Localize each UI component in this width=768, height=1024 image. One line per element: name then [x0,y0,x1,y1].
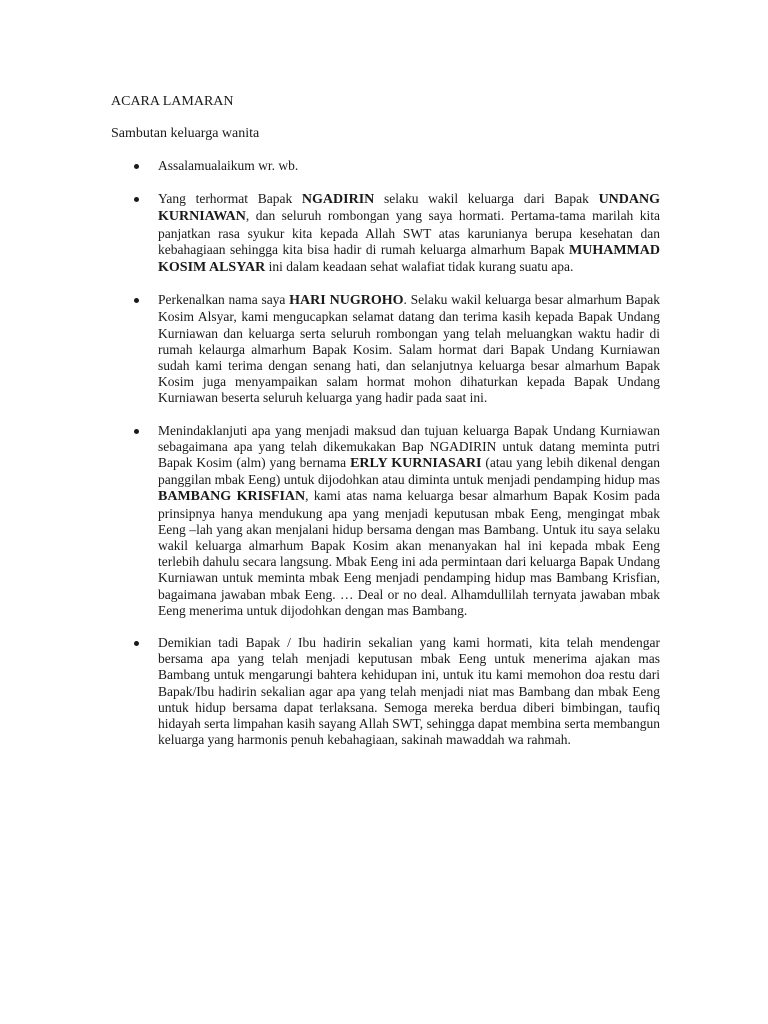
bold-name: UNDANG KURNIAWAN [158,192,661,225]
paragraph-text: . Selaku wakil keluarga besar almarhum Bapak Kosim Alsyar, kami mengucapkan selamat datang dan terima kasih kepada Bapak Undang Kurniawan dan keluarga serta seluruh rombongan yang telah meluangkan waktu hadir di rumah kelaurga almarhum Bapak Kosim. Salam hormat dari Bapak Undang Kurniawan sudah kami terima dengan senang hati, dan selanjutnya keluarga besar almarhum Bapak Kosim juga menyampaikan salam hormat mohon dihaturkan kepada Bapak Undang Kurniawan beserta seluruh keluarga yang hadir pada saat ini. [158,292,660,406]
paragraph-text: Perkenalkan nama saya [158,292,290,308]
bold-name: BAMBANG KRISFIAN [158,489,306,505]
document-title: ACARA LAMARAN [111,94,234,109]
speech-bullet-list [111,158,660,749]
list-item [111,635,660,748]
bold-name: ERLY KURNIASARI [350,456,482,472]
list-item [111,191,660,276]
paragraph-text: , dan seluruh rombongan yang saya hormati. Pertama-tama marilah kita panjatkan rasa syukur kita kepada Allah SWT atas karunianya berupa kesehatan dan kebahagiaan sehingga kita bisa hadir di rumah keluarga almarhum Bapak [158,208,660,257]
bullet-icon [134,641,139,646]
paragraph-text: Demikian tadi Bapak / Ibu hadirin sekalian yang kami hormati, kita telah mendengar bersama apa yang telah menjadi keputusan mbak Eeng untuk menerima ajakan mas Bambang untuk mengarungi bahtera kehidupan ini, untuk itu kami memohon doa restu dari Bapak/Ibu hadirin sekalian agar apa yang telah menjadi niat mas Bambang dan mbak Eeng untuk hidup bersama dapat terlaksana. Semoga mereka berdua diberi bimbingan, taufiq hidayah serta limpahan kasih sayang Allah SWT, sehingga dapat membina serta membangun keluarga yang harmonis penuh kebahagiaan, sakinah mawaddah wa rahmah. [158,635,660,748]
list-item [111,423,660,619]
paragraph-text: (atau yang lebih dikenal dengan panggilan mbak Eeng) untuk dijodohkan atau diminta untuk menjadi pendamping hidup mas [158,455,660,488]
list-item [111,158,660,174]
bullet-icon [134,197,139,202]
bold-name: NGADIRIN [301,192,375,208]
paragraph-text: Yang terhormat Bapak [158,191,302,207]
bold-name: MUHAMMAD KOSIM ALSYAR [158,242,660,276]
bullet-icon [134,429,139,434]
bullet-icon [134,164,139,169]
paragraph-text: selaku wakil keluarga dari Bapak [374,191,599,207]
paragraph-text: Assalamualaikum wr. wb. [158,158,299,173]
paragraph-text: Menindaklanjuti apa yang menjadi maksud dan tujuan keluarga Bapak Undang Kurniawan sebagaimana apa yang telah dikemukakan Bap NGADIRIN untuk datang meminta putri Bapak Kosim (alm) yang bernama [158,422,660,471]
paragraph-text: ini dalam keadaan sehat walafiat tidak kurang suatu apa. [265,259,574,275]
document-subtitle: Sambutan keluarga wanita [111,126,260,141]
bold-name: HARI NUGROHO [289,293,404,309]
bullet-icon [134,298,139,303]
paragraph-text: , kami atas nama keluarga besar almarhum Bapak Kosim pada prinsipnya hanya mendukung apa yang menjadi keputusan mbak Eeng, mengingat mbak Eeng –lah yang akan menjalani hidup bersama dengan mas Bambang. Untuk itu saya selaku wakil keluarga almarhum Bapak Kosim akan menanyakan hal ini kepada mbak Eeng terlebih dahulu secara langsung. Mbak Eeng ini ada permintaan dari keluarga Bapak Undang Kurniawan untuk meminta mbak Eeng menjadi pendamping hidup mas Bambang Krisfian, bagaimana jawaban mbak Eeng. … Deal or no deal. Alhamdullilah ternyata jawaban mbak Eeng menerima untuk dijodohkan dengan mas Bambang. [158,488,660,618]
list-item [111,292,660,406]
